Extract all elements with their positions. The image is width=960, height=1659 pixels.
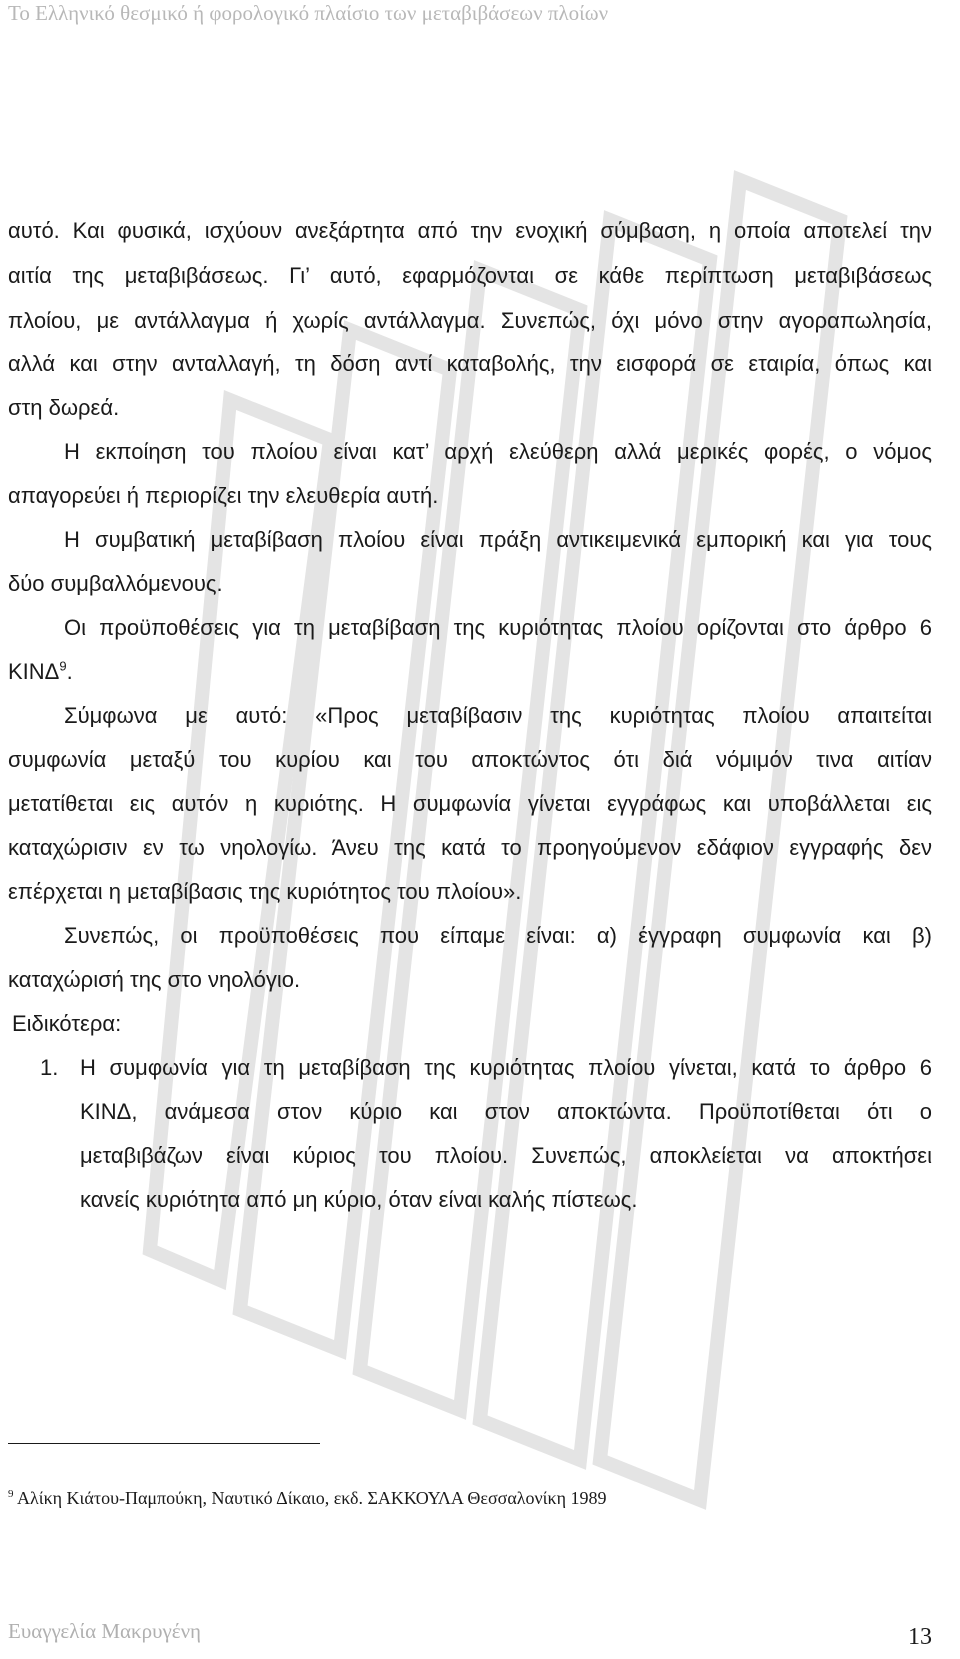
body-line: απαγορεύει ή περιορίζει την ελευθερία αυτή.: [8, 483, 439, 508]
list-item-line: ΚΙΝΔ, ανάμεσα στον κύριο και στον αποκτώντα. Προϋποτίθεται ότι ο: [80, 1099, 932, 1124]
body-line: Οι προϋποθέσεις για τη μεταβίβαση της κυριότητας πλοίου ορίζονται στο άρθρο 6: [64, 615, 932, 640]
body-line: δύο συμβαλλόμενους.: [8, 571, 223, 596]
body-line: πλοίου, με αντάλλαγμα ή χωρίς αντάλλαγμα. Συνεπώς, όχι μόνο στην αγοραπωλησία,: [8, 308, 932, 333]
running-header: Το Ελληνικό θεσμικό ή φορολογικό πλαίσιο των μεταβιβάσεων πλοίων: [8, 1, 609, 25]
body-line: Η συμβατική μεταβίβαση πλοίου είναι πράξη αντικειμενικά εμπορική και για τους: [64, 527, 932, 552]
footnote-reference[interactable]: 9: [59, 658, 67, 674]
list-number: 1.: [40, 1055, 59, 1080]
body-line: συμφωνία μεταξύ του κυρίου και του αποκτώντος ότι διά νόμιμόν τινα αιτίαν: [8, 747, 932, 772]
list-item-line: κανείς κυριότητα από μη κύριο, όταν είναι καλής πίστεως.: [80, 1187, 638, 1212]
body-line: ΚΙΝΔ$^9$.: [8, 658, 73, 684]
footnote-text: Αλίκη Κιάτου-Παμπούκη, Ναυτικό Δίκαιο, εκδ. ΣΑΚΚΟΥΛΑ Θεσσαλονίκη 1989: [13, 1488, 607, 1508]
list-item-line: μεταβιβάζων είναι κύριος του πλοίου. Συνεπώς, αποκλείεται να αποκτήσει: [80, 1143, 932, 1168]
footnote-marker: 9: [8, 1488, 14, 1500]
footnote-separator: [8, 1443, 320, 1444]
body-line: στη δωρεά.: [8, 395, 120, 420]
footnote: [8, 1486, 928, 1510]
body-line: αλλά και στην ανταλλαγή, τη δόση αντί καταβολής, την εισφορά σε εταιρία, όπως και: [8, 351, 932, 376]
law-abbreviation: ΚΙΝΔ: [8, 659, 60, 684]
body-line: επέρχεται η μεταβίβασις της κυριότητος του πλοίου».: [8, 879, 522, 904]
body-line: καταχώρισιν εν τω νηολογίω. Άνευ της κατά το προηγούμενον εδάφιον εγγραφής δεν: [8, 835, 932, 860]
body-line: αιτία της μεταβιβάσεως. Γι’ αυτό, εφαρμόζονται σε κάθε περίπτωση μεταβιβάσεως: [8, 263, 932, 288]
footer-author: Ευαγγελία Μακρυγένη: [8, 1619, 202, 1643]
body-line: Σύμφωνα με αυτό: «Προς μεταβίβασιν της κυριότητας πλοίου απαιτείται: [64, 703, 932, 728]
page-number: 13: [908, 1624, 932, 1650]
body-line: Συνεπώς, οι προϋποθέσεις που είπαμε είναι: α) έγγραφη συμφωνία και β): [64, 923, 932, 948]
body-line: αυτό. Και φυσικά, ισχύουν ανεξάρτητα από την ενοχική σύμβαση, η οποία αποτελεί την: [8, 218, 932, 243]
body-line: Η εκποίηση του πλοίου είναι κατ’ αρχή ελεύθερη αλλά μερικές φορές, ο νόμος: [64, 439, 932, 464]
body-line: Ειδικότερα:: [12, 1011, 122, 1036]
body-line: μετατίθεται εις αυτόν η κυριότης. Η συμφωνία γίνεται εγγράφως και υποβάλλεται εις: [8, 791, 932, 816]
list-item-line: Η συμφωνία για τη μεταβίβαση της κυριότητας πλοίου γίνεται, κατά το άρθρο 6: [80, 1055, 932, 1080]
body-line: καταχώρισή της στο νηολόγιο.: [8, 967, 301, 992]
